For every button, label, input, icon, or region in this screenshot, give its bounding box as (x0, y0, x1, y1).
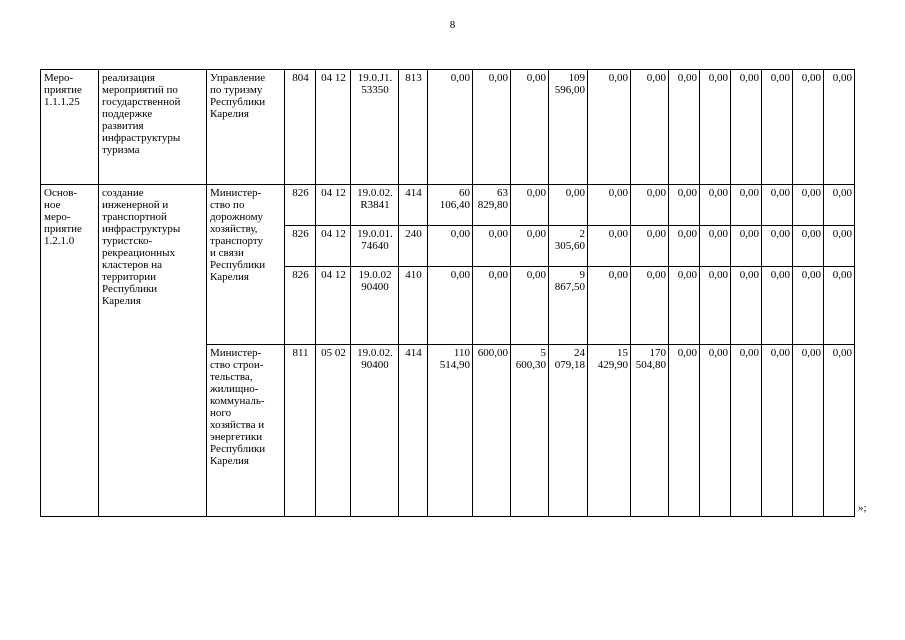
csr-code-cell: 19.0.02 90400 (351, 267, 399, 345)
rzpr-code-cell: 05 02 (316, 345, 351, 517)
value-cell: 0,00 (700, 185, 731, 226)
value-cell: 0,00 (762, 345, 793, 517)
value-cell: 0,00 (511, 226, 549, 267)
value-cell: 0,00 (700, 226, 731, 267)
value-cell: 0,00 (669, 226, 700, 267)
value-cell: 0,00 (793, 70, 824, 185)
value-cell: 0,00 (762, 226, 793, 267)
value-cell: 0,00 (793, 185, 824, 226)
value-cell: 0,00 (549, 185, 588, 226)
value-cell: 0,00 (473, 226, 511, 267)
csr-code-cell: 19.0.J1. 53350 (351, 70, 399, 185)
closing-quote-mark: »; (858, 502, 867, 514)
value-cell: 0,00 (824, 185, 855, 226)
value-cell: 0,00 (473, 267, 511, 345)
value-cell: 0,00 (631, 226, 669, 267)
value-cell: 170 504,80 (631, 345, 669, 517)
table-row (41, 185, 855, 226)
responsible-org-cell: Министер- ство строи- тельства, жилищно- коммуналь- ного хозяйства и энергетики Республики Карелия (207, 345, 285, 517)
value-cell: 0,00 (762, 267, 793, 345)
rzpr-code-cell: 04 12 (316, 70, 351, 185)
value-cell: 0,00 (588, 70, 631, 185)
value-cell: 0,00 (700, 70, 731, 185)
table-row (41, 70, 855, 185)
value-cell: 2 305,60 (549, 226, 588, 267)
vr-code-cell: 410 (399, 267, 428, 345)
value-cell: 0,00 (700, 345, 731, 517)
value-cell: 0,00 (631, 70, 669, 185)
value-cell: 110 514,90 (428, 345, 473, 517)
grbs-code-cell: 804 (285, 70, 316, 185)
value-cell: 0,00 (473, 70, 511, 185)
value-cell: 0,00 (428, 267, 473, 345)
value-cell: 0,00 (588, 267, 631, 345)
budget-table (40, 69, 855, 517)
value-cell: 15 429,90 (588, 345, 631, 517)
value-cell: 0,00 (793, 345, 824, 517)
value-cell: 60 106,40 (428, 185, 473, 226)
value-cell: 0,00 (700, 267, 731, 345)
value-cell: 600,00 (473, 345, 511, 517)
grbs-code-cell: 811 (285, 345, 316, 517)
value-cell: 9 867,50 (549, 267, 588, 345)
value-cell: 0,00 (631, 185, 669, 226)
value-cell: 0,00 (669, 185, 700, 226)
value-cell: 109 596,00 (549, 70, 588, 185)
grbs-code-cell: 826 (285, 226, 316, 267)
page-number: 8 (449, 19, 456, 31)
value-cell: 0,00 (824, 226, 855, 267)
value-cell: 0,00 (731, 345, 762, 517)
responsible-org-cell: Министер- ство по дорожному хозяйству, транспорту и связи Республики Карелия (207, 185, 285, 345)
vr-code-cell: 414 (399, 345, 428, 517)
measure-name-cell: Меро- приятие 1.1.1.25 (41, 70, 99, 185)
value-cell: 0,00 (824, 70, 855, 185)
rzpr-code-cell: 04 12 (316, 267, 351, 345)
csr-code-cell: 19.0.02. 90400 (351, 345, 399, 517)
value-cell: 0,00 (511, 70, 549, 185)
measure-description-cell: создание инженерной и транспортной инфраструктуры туристско- рекреационных кластеров на территории Республики Карелия (99, 185, 207, 517)
grbs-code-cell: 826 (285, 185, 316, 226)
value-cell: 0,00 (428, 226, 473, 267)
value-cell: 0,00 (731, 226, 762, 267)
value-cell: 0,00 (762, 70, 793, 185)
responsible-org-cell: Управление по туризму Республики Карелия (207, 70, 285, 185)
measure-name-cell: Основ- ное меро- приятие 1.2.1.0 (41, 185, 99, 517)
vr-code-cell: 813 (399, 70, 428, 185)
csr-code-cell: 19.0.02. R3841 (351, 185, 399, 226)
value-cell: 0,00 (588, 226, 631, 267)
value-cell: 0,00 (631, 267, 669, 345)
value-cell: 0,00 (669, 70, 700, 185)
value-cell: 0,00 (824, 267, 855, 345)
value-cell: 0,00 (731, 267, 762, 345)
value-cell: 0,00 (428, 70, 473, 185)
value-cell: 0,00 (731, 185, 762, 226)
value-cell: 0,00 (824, 345, 855, 517)
value-cell: 0,00 (511, 185, 549, 226)
value-cell: 0,00 (793, 267, 824, 345)
value-cell: 0,00 (588, 185, 631, 226)
vr-code-cell: 240 (399, 226, 428, 267)
value-cell: 0,00 (511, 267, 549, 345)
value-cell: 63 829,80 (473, 185, 511, 226)
value-cell: 0,00 (762, 185, 793, 226)
rzpr-code-cell: 04 12 (316, 226, 351, 267)
measure-description-cell: реализация мероприятий по государственной поддержке развития инфраструктуры туризма (99, 70, 207, 185)
rzpr-code-cell: 04 12 (316, 185, 351, 226)
grbs-code-cell: 826 (285, 267, 316, 345)
csr-code-cell: 19.0.01. 74640 (351, 226, 399, 267)
value-cell: 0,00 (731, 70, 762, 185)
value-cell: 5 600,30 (511, 345, 549, 517)
value-cell: 0,00 (793, 226, 824, 267)
value-cell: 0,00 (669, 267, 700, 345)
value-cell: 0,00 (669, 345, 700, 517)
value-cell: 24 079,18 (549, 345, 588, 517)
vr-code-cell: 414 (399, 185, 428, 226)
